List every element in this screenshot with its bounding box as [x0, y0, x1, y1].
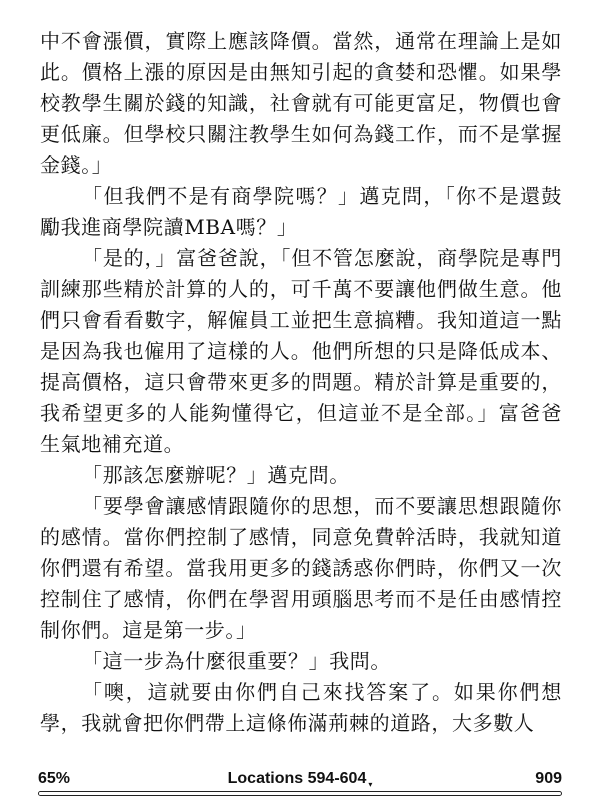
- paragraph-3: 「是的，」富爸爸說，「但不管怎麼說，商學院是專門訓練那些精於計算的人的，可千萬不要讓他們做生意。他們只會看看數字，解僱員工並把生意搞糟。我知道這一點是因為我也僱用了這樣的人。他們所想的只是降低成本、提高價格，這只會帶來更多的問題。精於計算是重要的，我希望更多的人能夠懂得它，但這並不是全部。」富爸爸生氣地補充道。: [40, 246, 562, 456]
- paragraph-6: 「這一步為什麼很重要？」我問。: [82, 649, 391, 673]
- reader-page[interactable]: [40, 26, 562, 744]
- status-bar: [38, 770, 562, 790]
- locations-label: Locations 594-604: [227, 770, 367, 787]
- location-marker-icon: ▾: [368, 780, 373, 789]
- progress-percent: 65%: [38, 770, 71, 787]
- paragraph-2: 「但我們不是有商學院嗎？」邁克問，「你不是還鼓勵我進商學院讀MBA嗎？」: [40, 184, 562, 239]
- progress-bar-fill: [39, 792, 378, 795]
- paragraph-1: 中不會漲價，實際上應該降價。當然，通常在理論上是如此。價格上漲的原因是由無知引起的貪婪和恐懼。如果學校教學生關於錢的知識，社會就有可能更富足，物價也會更低廉。但學校只關注教學生如何為錢工作，而不是掌握金錢。」: [40, 29, 562, 177]
- progress-bar[interactable]: [38, 791, 562, 796]
- page-number: 909: [535, 770, 562, 787]
- paragraph-5: 「要學會讓感情跟隨你的思想，而不要讓思想跟隨你的感情。當你們控制了感情，同意免費幹活時，我就知道你們還有希望。當我用更多的錢誘惑你們時，你們又一次控制住了感情，你們在學習用頭腦思考而不是任由感情控制你們。這是第一步。」: [40, 494, 562, 642]
- paragraph-7: 「噢，這就要由你們自己來找答案了。如果你們想學，我就會把你們帶上這條佈滿荊棘的道路，大多數人: [40, 680, 562, 735]
- paragraph-4: 「那該怎麼辦呢？」邁克問。: [82, 463, 350, 487]
- location-indicator[interactable]: [38, 770, 562, 789]
